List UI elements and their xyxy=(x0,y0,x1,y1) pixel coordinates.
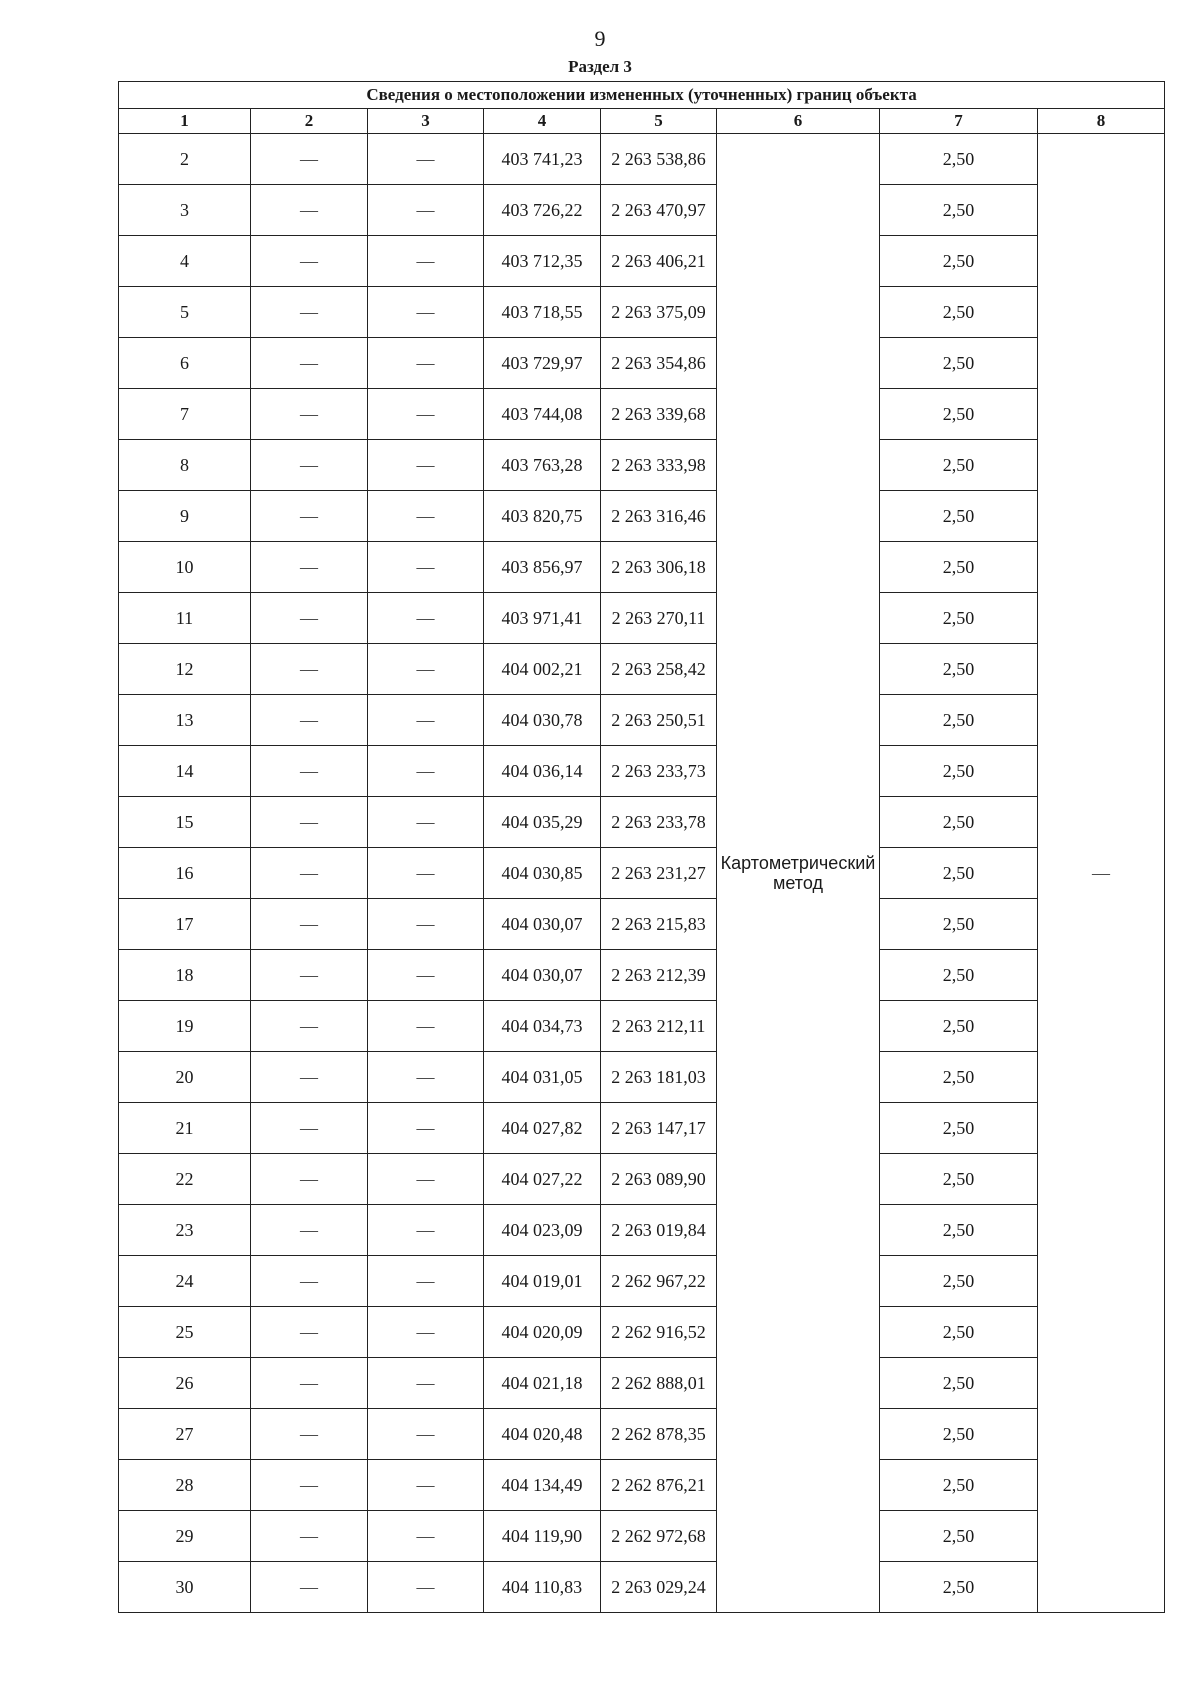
table-row xyxy=(119,1460,1165,1511)
empty-dash-cell: — xyxy=(368,1052,484,1103)
x-coordinate-cell: 403 971,41 xyxy=(484,593,601,644)
y-coordinate-cell: 2 263 233,73 xyxy=(601,746,717,797)
table-row xyxy=(119,440,1165,491)
y-coordinate-cell: 2 263 354,86 xyxy=(601,338,717,389)
column-header: 4 xyxy=(484,109,601,134)
empty-dash-cell: — xyxy=(251,1001,368,1052)
table-row xyxy=(119,1154,1165,1205)
precision-cell: 2,50 xyxy=(880,695,1038,746)
empty-dash-cell: — xyxy=(251,338,368,389)
empty-dash-cell: — xyxy=(251,1409,368,1460)
x-coordinate-cell: 404 030,78 xyxy=(484,695,601,746)
table-row xyxy=(119,389,1165,440)
x-coordinate-cell: 404 119,90 xyxy=(484,1511,601,1562)
precision-cell: 2,50 xyxy=(880,491,1038,542)
precision-cell: 2,50 xyxy=(880,797,1038,848)
empty-dash-cell: — xyxy=(368,1307,484,1358)
x-coordinate-cell: 403 712,35 xyxy=(484,236,601,287)
empty-dash-cell: — xyxy=(368,287,484,338)
column-header: 8 xyxy=(1038,109,1165,134)
y-coordinate-cell: 2 263 406,21 xyxy=(601,236,717,287)
column-8-cell: — xyxy=(1038,134,1165,1613)
precision-cell: 2,50 xyxy=(880,287,1038,338)
empty-dash-cell: — xyxy=(251,1205,368,1256)
point-number-cell: 12 xyxy=(119,644,251,695)
table-row xyxy=(119,695,1165,746)
table-row xyxy=(119,1103,1165,1154)
precision-cell: 2,50 xyxy=(880,1562,1038,1613)
coordinates-table xyxy=(118,81,1165,1613)
empty-dash-cell: — xyxy=(368,491,484,542)
y-coordinate-cell: 2 263 470,97 xyxy=(601,185,717,236)
y-coordinate-cell: 2 263 538,86 xyxy=(601,134,717,185)
point-number-cell: 27 xyxy=(119,1409,251,1460)
table-row xyxy=(119,542,1165,593)
empty-dash-cell: — xyxy=(251,1358,368,1409)
column-header: 6 xyxy=(717,109,880,134)
table-row xyxy=(119,1205,1165,1256)
empty-dash-cell: — xyxy=(251,389,368,440)
y-coordinate-cell: 2 262 876,21 xyxy=(601,1460,717,1511)
section-title: Раздел 3 xyxy=(568,57,632,76)
empty-dash-cell: — xyxy=(251,644,368,695)
empty-dash-cell: — xyxy=(368,134,484,185)
point-number-cell: 7 xyxy=(119,389,251,440)
point-number-cell: 30 xyxy=(119,1562,251,1613)
precision-cell: 2,50 xyxy=(880,1460,1038,1511)
empty-dash-cell: — xyxy=(368,236,484,287)
table-row xyxy=(119,1307,1165,1358)
table-caption: Сведения о местоположении измененных (уточненных) границ объекта xyxy=(119,82,1165,109)
y-coordinate-cell: 2 263 181,03 xyxy=(601,1052,717,1103)
empty-dash-cell: — xyxy=(251,746,368,797)
empty-dash-cell: — xyxy=(368,950,484,1001)
precision-cell: 2,50 xyxy=(880,899,1038,950)
x-coordinate-cell: 404 030,07 xyxy=(484,899,601,950)
empty-dash-cell: — xyxy=(368,695,484,746)
empty-dash-cell: — xyxy=(251,848,368,899)
empty-dash-cell: — xyxy=(251,1307,368,1358)
empty-dash-cell: — xyxy=(368,440,484,491)
x-coordinate-cell: 404 027,82 xyxy=(484,1103,601,1154)
x-coordinate-cell: 404 034,73 xyxy=(484,1001,601,1052)
point-number-cell: 29 xyxy=(119,1511,251,1562)
x-coordinate-cell: 404 030,85 xyxy=(484,848,601,899)
empty-dash-cell: — xyxy=(368,746,484,797)
point-number-cell: 15 xyxy=(119,797,251,848)
x-coordinate-cell: 404 035,29 xyxy=(484,797,601,848)
table-row xyxy=(119,797,1165,848)
point-number-cell: 26 xyxy=(119,1358,251,1409)
y-coordinate-cell: 2 263 089,90 xyxy=(601,1154,717,1205)
precision-cell: 2,50 xyxy=(880,950,1038,1001)
x-coordinate-cell: 404 031,05 xyxy=(484,1052,601,1103)
y-coordinate-cell: 2 262 916,52 xyxy=(601,1307,717,1358)
x-coordinate-cell: 404 021,18 xyxy=(484,1358,601,1409)
table-row xyxy=(119,236,1165,287)
table-row xyxy=(119,1358,1165,1409)
precision-cell: 2,50 xyxy=(880,338,1038,389)
y-coordinate-cell: 2 263 250,51 xyxy=(601,695,717,746)
x-coordinate-cell: 403 741,23 xyxy=(484,134,601,185)
empty-dash-cell: — xyxy=(368,389,484,440)
x-coordinate-cell: 404 019,01 xyxy=(484,1256,601,1307)
precision-cell: 2,50 xyxy=(880,1256,1038,1307)
point-number-cell: 18 xyxy=(119,950,251,1001)
y-coordinate-cell: 2 263 233,78 xyxy=(601,797,717,848)
point-number-cell: 10 xyxy=(119,542,251,593)
empty-dash-cell: — xyxy=(368,1103,484,1154)
x-coordinate-cell: 404 030,07 xyxy=(484,950,601,1001)
point-number-cell: 19 xyxy=(119,1001,251,1052)
empty-dash-cell: — xyxy=(368,1409,484,1460)
column-header: 1 xyxy=(119,109,251,134)
column-header: 2 xyxy=(251,109,368,134)
empty-dash-cell: — xyxy=(251,1256,368,1307)
table-row xyxy=(119,1562,1165,1613)
empty-dash-cell: — xyxy=(368,1205,484,1256)
table-row xyxy=(119,1511,1165,1562)
point-number-cell: 17 xyxy=(119,899,251,950)
y-coordinate-cell: 2 263 215,83 xyxy=(601,899,717,950)
empty-dash-cell: — xyxy=(251,1460,368,1511)
precision-cell: 2,50 xyxy=(880,1103,1038,1154)
table-row xyxy=(119,746,1165,797)
table-row xyxy=(119,950,1165,1001)
point-number-cell: 4 xyxy=(119,236,251,287)
empty-dash-cell: — xyxy=(251,1511,368,1562)
point-number-cell: 16 xyxy=(119,848,251,899)
x-coordinate-cell: 404 002,21 xyxy=(484,644,601,695)
y-coordinate-cell: 2 262 888,01 xyxy=(601,1358,717,1409)
table-row xyxy=(119,899,1165,950)
precision-cell: 2,50 xyxy=(880,1409,1038,1460)
y-coordinate-cell: 2 263 306,18 xyxy=(601,542,717,593)
x-coordinate-cell: 404 027,22 xyxy=(484,1154,601,1205)
table-caption-row xyxy=(119,82,1165,109)
table-row xyxy=(119,185,1165,236)
table-row xyxy=(119,491,1165,542)
precision-cell: 2,50 xyxy=(880,593,1038,644)
point-number-cell: 25 xyxy=(119,1307,251,1358)
point-number-cell: 21 xyxy=(119,1103,251,1154)
table-row xyxy=(119,1001,1165,1052)
y-coordinate-cell: 2 263 019,84 xyxy=(601,1205,717,1256)
empty-dash-cell: — xyxy=(251,1154,368,1205)
table-row xyxy=(119,1256,1165,1307)
x-coordinate-cell: 404 134,49 xyxy=(484,1460,601,1511)
precision-cell: 2,50 xyxy=(880,185,1038,236)
x-coordinate-cell: 404 020,48 xyxy=(484,1409,601,1460)
x-coordinate-cell: 403 718,55 xyxy=(484,287,601,338)
empty-dash-cell: — xyxy=(251,899,368,950)
y-coordinate-cell: 2 263 375,09 xyxy=(601,287,717,338)
point-number-cell: 5 xyxy=(119,287,251,338)
empty-dash-cell: — xyxy=(368,848,484,899)
x-coordinate-cell: 404 023,09 xyxy=(484,1205,601,1256)
precision-cell: 2,50 xyxy=(880,1052,1038,1103)
table-row xyxy=(119,593,1165,644)
empty-dash-cell: — xyxy=(251,950,368,1001)
empty-dash-cell: — xyxy=(368,1256,484,1307)
point-number-cell: 22 xyxy=(119,1154,251,1205)
empty-dash-cell: — xyxy=(368,1562,484,1613)
column-header: 5 xyxy=(601,109,717,134)
empty-dash-cell: — xyxy=(251,542,368,593)
x-coordinate-cell: 403 856,97 xyxy=(484,542,601,593)
empty-dash-cell: — xyxy=(368,1460,484,1511)
x-coordinate-cell: 403 729,97 xyxy=(484,338,601,389)
column-header: 3 xyxy=(368,109,484,134)
precision-cell: 2,50 xyxy=(880,848,1038,899)
point-number-cell: 11 xyxy=(119,593,251,644)
y-coordinate-cell: 2 263 316,46 xyxy=(601,491,717,542)
empty-dash-cell: — xyxy=(251,1103,368,1154)
empty-dash-cell: — xyxy=(251,491,368,542)
empty-dash-cell: — xyxy=(368,899,484,950)
y-coordinate-cell: 2 263 231,27 xyxy=(601,848,717,899)
precision-cell: 2,50 xyxy=(880,746,1038,797)
point-number-cell: 3 xyxy=(119,185,251,236)
empty-dash-cell: — xyxy=(368,338,484,389)
empty-dash-cell: — xyxy=(251,287,368,338)
precision-cell: 2,50 xyxy=(880,236,1038,287)
table-row xyxy=(119,134,1165,185)
point-number-cell: 9 xyxy=(119,491,251,542)
empty-dash-cell: — xyxy=(368,185,484,236)
table-row xyxy=(119,287,1165,338)
x-coordinate-cell: 403 820,75 xyxy=(484,491,601,542)
table-row xyxy=(119,1409,1165,1460)
table-row xyxy=(119,338,1165,389)
precision-cell: 2,50 xyxy=(880,644,1038,695)
y-coordinate-cell: 2 262 972,68 xyxy=(601,1511,717,1562)
point-number-cell: 23 xyxy=(119,1205,251,1256)
empty-dash-cell: — xyxy=(368,1358,484,1409)
precision-cell: 2,50 xyxy=(880,440,1038,491)
empty-dash-cell: — xyxy=(368,1001,484,1052)
point-number-cell: 14 xyxy=(119,746,251,797)
precision-cell: 2,50 xyxy=(880,1307,1038,1358)
table-row xyxy=(119,1052,1165,1103)
precision-cell: 2,50 xyxy=(880,1001,1038,1052)
y-coordinate-cell: 2 263 270,11 xyxy=(601,593,717,644)
empty-dash-cell: — xyxy=(251,1052,368,1103)
y-coordinate-cell: 2 262 967,22 xyxy=(601,1256,717,1307)
precision-cell: 2,50 xyxy=(880,1511,1038,1562)
precision-cell: 2,50 xyxy=(880,1358,1038,1409)
empty-dash-cell: — xyxy=(368,593,484,644)
empty-dash-cell: — xyxy=(251,134,368,185)
precision-cell: 2,50 xyxy=(880,1154,1038,1205)
column-header: 7 xyxy=(880,109,1038,134)
y-coordinate-cell: 2 263 147,17 xyxy=(601,1103,717,1154)
table-header-row xyxy=(119,109,1165,134)
empty-dash-cell: — xyxy=(368,797,484,848)
empty-dash-cell: — xyxy=(251,236,368,287)
empty-dash-cell: — xyxy=(251,593,368,644)
x-coordinate-cell: 404 020,09 xyxy=(484,1307,601,1358)
y-coordinate-cell: 2 263 339,68 xyxy=(601,389,717,440)
precision-cell: 2,50 xyxy=(880,1205,1038,1256)
empty-dash-cell: — xyxy=(368,1154,484,1205)
point-number-cell: 6 xyxy=(119,338,251,389)
point-number-cell: 28 xyxy=(119,1460,251,1511)
empty-dash-cell: — xyxy=(368,644,484,695)
x-coordinate-cell: 403 744,08 xyxy=(484,389,601,440)
x-coordinate-cell: 403 763,28 xyxy=(484,440,601,491)
table-row xyxy=(119,848,1165,899)
y-coordinate-cell: 2 263 212,11 xyxy=(601,1001,717,1052)
empty-dash-cell: — xyxy=(368,542,484,593)
x-coordinate-cell: 404 036,14 xyxy=(484,746,601,797)
empty-dash-cell: — xyxy=(251,1562,368,1613)
y-coordinate-cell: 2 263 029,24 xyxy=(601,1562,717,1613)
determination-method-cell: Картометрический метод xyxy=(717,134,880,1613)
x-coordinate-cell: 404 110,83 xyxy=(484,1562,601,1613)
precision-cell: 2,50 xyxy=(880,134,1038,185)
point-number-cell: 20 xyxy=(119,1052,251,1103)
point-number-cell: 13 xyxy=(119,695,251,746)
precision-cell: 2,50 xyxy=(880,542,1038,593)
empty-dash-cell: — xyxy=(251,440,368,491)
table-row xyxy=(119,644,1165,695)
point-number-cell: 8 xyxy=(119,440,251,491)
point-number-cell: 2 xyxy=(119,134,251,185)
y-coordinate-cell: 2 263 333,98 xyxy=(601,440,717,491)
precision-cell: 2,50 xyxy=(880,389,1038,440)
page-number: 9 xyxy=(594,26,606,51)
empty-dash-cell: — xyxy=(368,1511,484,1562)
empty-dash-cell: — xyxy=(251,797,368,848)
point-number-cell: 24 xyxy=(119,1256,251,1307)
y-coordinate-cell: 2 263 258,42 xyxy=(601,644,717,695)
x-coordinate-cell: 403 726,22 xyxy=(484,185,601,236)
empty-dash-cell: — xyxy=(251,185,368,236)
empty-dash-cell: — xyxy=(251,695,368,746)
y-coordinate-cell: 2 263 212,39 xyxy=(601,950,717,1001)
y-coordinate-cell: 2 262 878,35 xyxy=(601,1409,717,1460)
